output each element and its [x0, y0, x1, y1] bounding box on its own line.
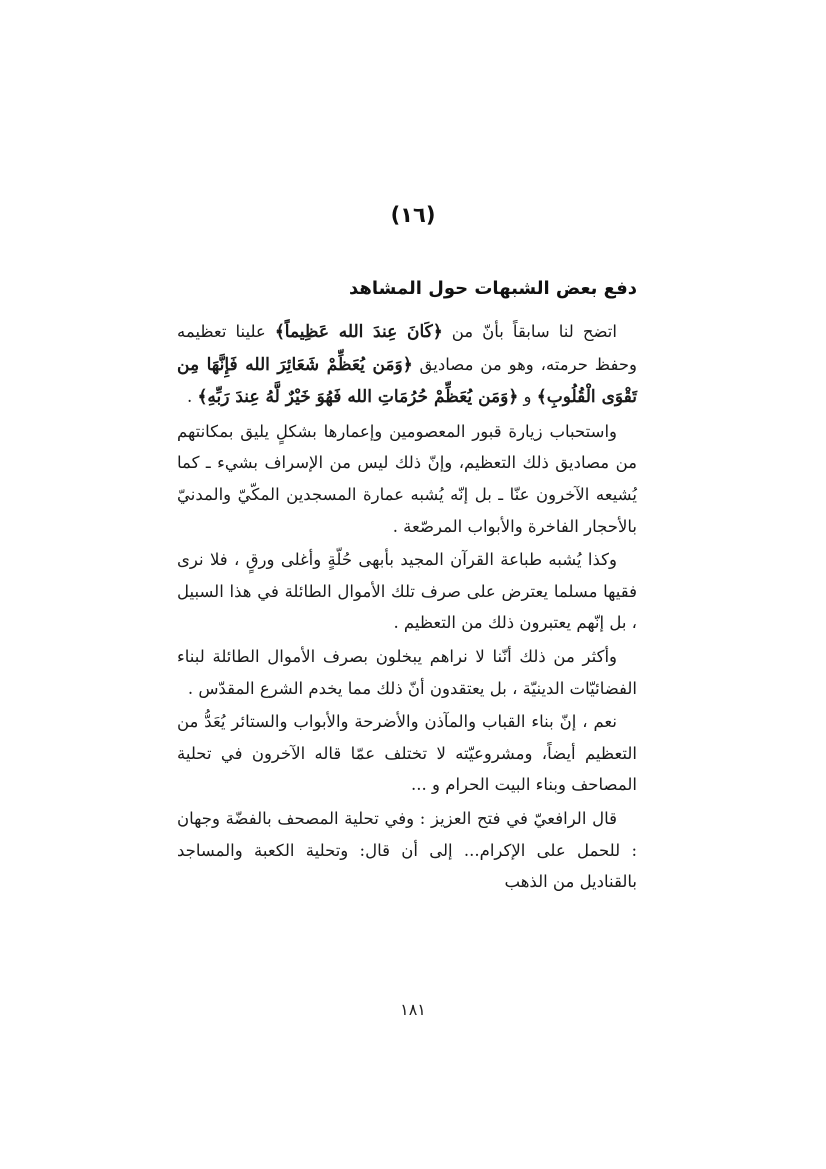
page-number: ١٨١	[400, 1000, 426, 1019]
paragraph-6: قال الرافعيّ في فتح العزيز : وفي تحلية المصحف بالفضّة وجهان : للحمل على الإكرام... إلى أن قال: وتحلية الكعبة والمساجد بالقناديل من الذهب	[177, 808, 637, 892]
quran-verse-2: ﴿وَمَن يُعَظِّمْ شَعَائِرَ الله فَإِنَّهَا مِن تَقْوَى الْقُلُوبِ﴾	[177, 354, 637, 408]
section-number: (١٦)	[390, 203, 436, 227]
paragraph-1-text-c: و	[518, 387, 537, 407]
paragraph-3: وكذا يُشبه طباعة القرآن المجيد بأبهى حُلّةٍ وأغلى ورقٍ ، فلا نرى فقيها مسلما يعترض على صرف تلك الأموال الطائلة في هذا السبيل ، بل إنّهم يعتبرون ذلك من التعظيم .	[177, 550, 637, 633]
paragraph-2: واستحباب زيارة قبور المعصومين وإعمارها بشكلٍ يليق بمكانتهم من مصاديق ذلك التعظيم، وإنّ ذلك ليس من الإسراف بشيء ـ كما يُشيعه الآخرون عنّا ـ بل إنّه يُشبه عمارة المسجدين المكّيّ والمدنيّ بالأحجار الفاخرة والأبواب المرصّعة .	[177, 421, 637, 536]
paragraph-1-text-d: .	[186, 387, 198, 407]
paragraph-1-text-b: علينا تعظيمه وحفظ حرمته، وهو من مصاديق	[177, 322, 637, 374]
quran-verse-3: ﴿وَمَن يُعَظِّمْ حُرُمَاتِ الله فَهُوَ خَيْرٌ لَّهُ عِندَ رَبِّهِ﴾	[197, 387, 519, 408]
quran-verse-1: ﴿كَانَ عِندَ الله عَظِيماً﴾	[274, 322, 443, 342]
body-text	[177, 316, 637, 900]
section-heading: دفع بعض الشبهات حول المشاهد	[348, 278, 637, 299]
paragraph-4: وأكثر من ذلك أنّنا لا نراهم يبخلون بصرف الأموال الطائلة لبناء الفضائيّات الدينيّة ، بل يعتقدون أنّ ذلك مما يخدم الشرع المقدّس .	[177, 646, 637, 698]
paragraph-5: نعم ، إنّ بناء القباب والمآذن والأضرحة والأبواب والستائر يُعَدُّ من التعظيم أيضاً، ومشروعيّته لا تختلف عمّا قاله الآخرون في تحلية المصاحف وبناء البيت الحرام و ...	[177, 712, 637, 795]
paragraph-1-text-a: اتضح لنا سابقاً بأنّ من	[442, 322, 617, 341]
paragraph-1	[177, 316, 637, 414]
